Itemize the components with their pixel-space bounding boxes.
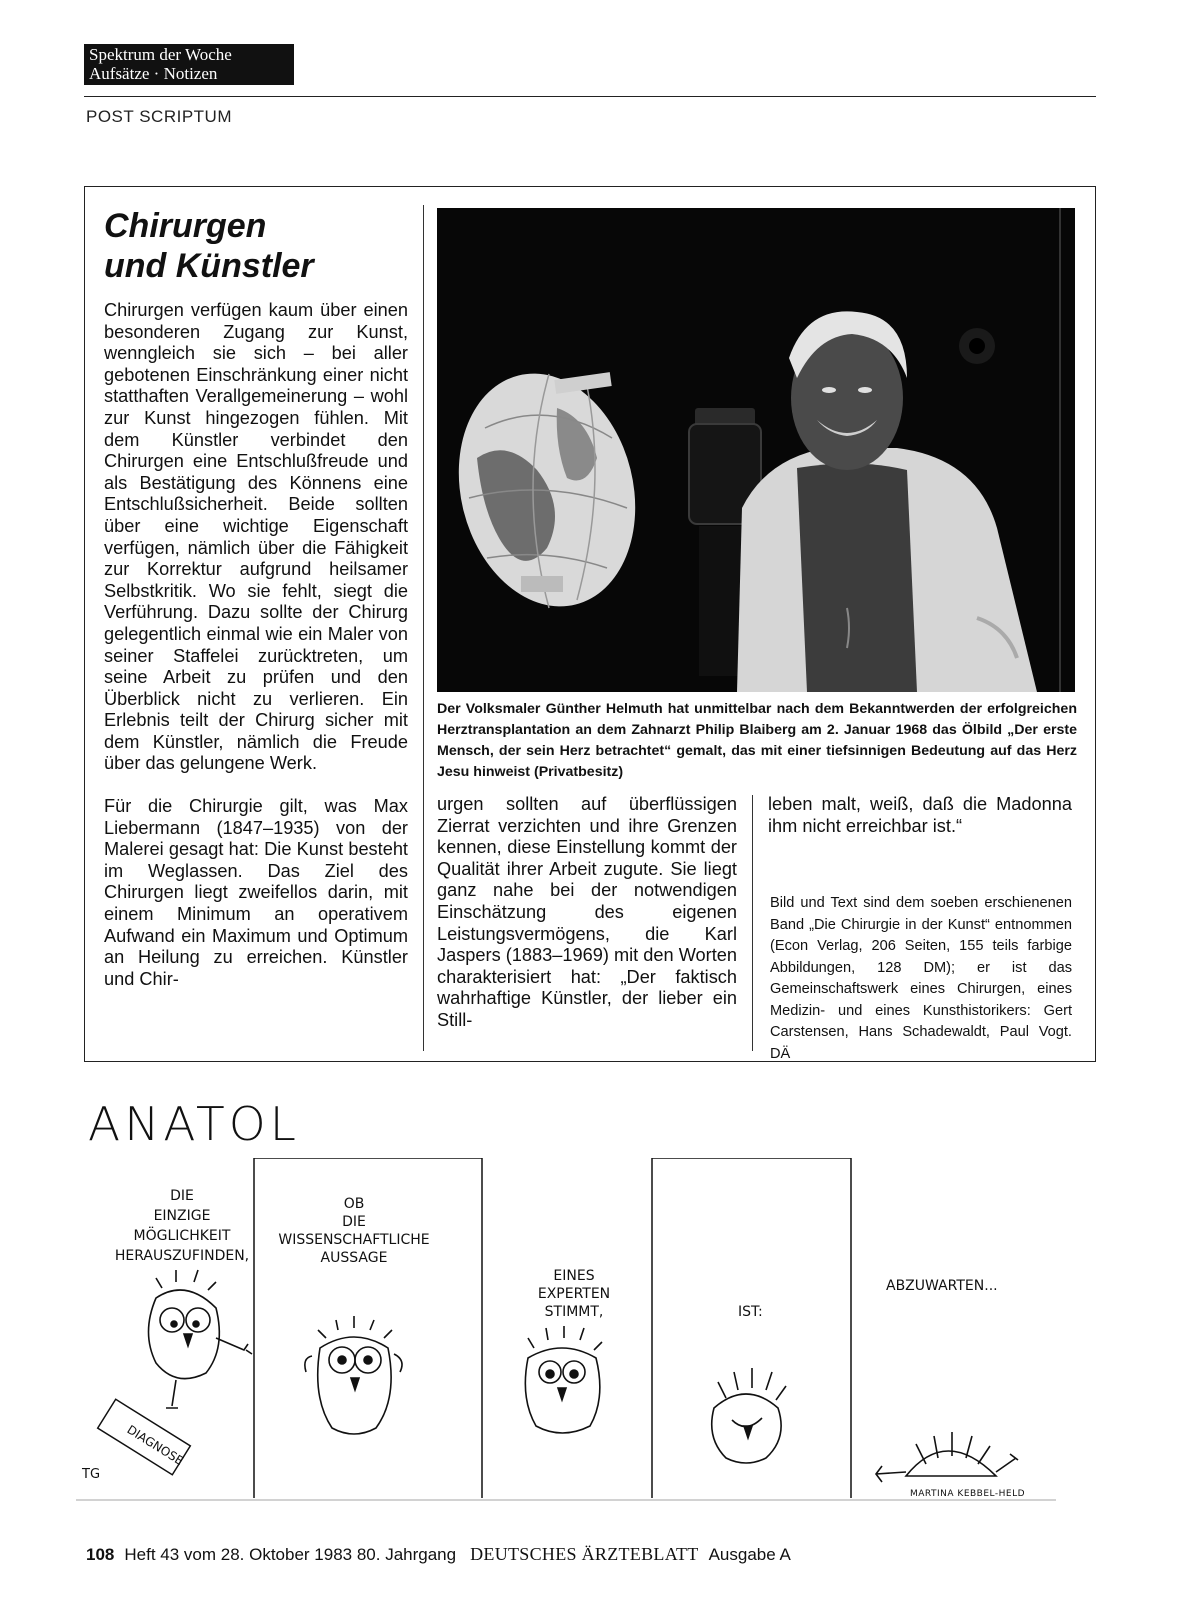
owl-panel-5 (876, 1432, 1018, 1482)
article-title-line2: und Künstler (104, 247, 314, 285)
header-rule (84, 96, 1096, 97)
source-credits: Bild und Text sind dem soeben erschienenen Band „Die Chirurgie in der Kunst“ entnommen (Econ Verlag, 206 Seiten, 155 teils farbige Abbildungen, 128 DM); er ist das Gemeinschaftswerk eines Chirurgen, eines Medizin- und eines Kunsthistorikers: Gert Carstensen, Hans Schadewaldt, Paul Vogt. DÄ (770, 895, 1072, 1062)
painting-photo (437, 208, 1075, 692)
comic-strip (76, 1158, 1076, 1508)
article-paragraph: Für die Chirurgie gilt, was Max Liebermann (1847–1935) von der Malerei gesagt hat: Die Kunst besteht im Weglassen. Das Ziel des Chirurgen liegt zweifellos darin, mit einem Minimum an operativem Aufwand ein Maximum und Optimum an Heilung zu erreichen. Künstler und Chir- (104, 796, 408, 989)
panel-3-text-3: STIMMT, (544, 1304, 604, 1320)
article-column-2 (437, 794, 737, 1053)
owl-panel-3 (525, 1326, 602, 1433)
panel-5-text: ABZUWARTEN... (886, 1278, 998, 1294)
panel-1-text-4: HERAUSZUFINDEN, (114, 1248, 250, 1264)
comic-title (86, 1096, 316, 1152)
panel-3-text-2: EXPERTEN (537, 1286, 611, 1302)
diagnose-label: DIAGNOSE (124, 1422, 186, 1469)
panel-1-text-3: MÖGLICHKEIT (133, 1228, 231, 1244)
painting-image (437, 208, 1075, 692)
panel-3-caption (538, 1268, 610, 1320)
page-number: 108 (86, 1545, 115, 1564)
panel-1-text-1: DIE (170, 1188, 194, 1204)
artist-signature: MARTINA KEBBEL-HELD (910, 1489, 1026, 1499)
panel-2-text-1: OB (343, 1196, 365, 1212)
article-column-1 (104, 300, 408, 1011)
section-tag-line1: Spektrum der Woche (89, 45, 232, 64)
column-divider-2 (752, 795, 753, 1051)
owl-panel-2 (305, 1316, 402, 1434)
panel-2-text-3: WISSENSCHAFTLICHE (278, 1232, 430, 1248)
article-paragraph: Chirurgen verfügen kaum über einen besonderen Zugang zur Kunst, wenngleich sie sich – bei aller gebotenen Einschränkung einer nicht statthaften Verallgemeinerung – wohl zur Kunst hingezogen fühlen. Mit dem Künstler verbindet den Chirurgen eine Entschlußfreude und als Bestätigung des Könnens eine Entschlußsicherheit. Beide sollten über eine wichtige Eigenschaft verfügen, nämlich über die Fähigkeit zur Korrektur aufgrund heilsamer Selbstkritik. Wo sie fehlt, siegt die Verführung. Dazu sollte der Chirurg gelegentlich einmal wie ein Maler von seiner Staffelei zurücktreten, um seine Arbeit zu prüfen und den Überblick nicht zu verlieren. Ein Erlebnis teilt der Chirurg sicher mit dem Künstler, nämlich die Freude über das gelungene Werk. (104, 300, 408, 774)
panel-1-text-2: EINZIGE (153, 1208, 211, 1224)
article-title (104, 206, 414, 286)
section-tag-line2: Aufsätze · Notizen (89, 64, 218, 83)
page-footer (86, 1544, 791, 1565)
column-divider-1 (423, 205, 424, 1051)
cartoon-initials: TG (82, 1467, 101, 1482)
section-tag (84, 44, 294, 85)
panel-2-text-4: AUSSAGE (320, 1250, 388, 1266)
owl-panel-4 (712, 1368, 786, 1463)
edition-label: Ausgabe A (708, 1545, 791, 1564)
diagnose-sign (98, 1399, 191, 1474)
photo-caption: Der Volksmaler Günther Helmuth hat unmittelbar nach dem Bekanntwerden der erfolgreichen Herztransplantation an dem Zahnarzt Philip Blaiberg am 2. Januar 1968 das Ölbild „Der erste Mensch, der sein Herz betrachtet“ gemalt, das mit einer tiefsinnigen Bedeutung auf das Herz Jesu hinweist (Privatbesitz) (437, 701, 1077, 780)
kicker: POST SCRIPTUM (86, 107, 232, 126)
panel-3-text-1: EINES (553, 1268, 595, 1284)
panel-2-caption (278, 1196, 429, 1266)
article-paragraph: urgen sollten auf überflüssigen Zierrat verzichten und ihre Grenzen kennen, diese Einstellung kommt der Qualität ihrer Arbeit zugute. Sie liegt ganz nahe bei der notwendigen Einschätzung des eigenen Leistungsvermögens, die Karl Jaspers (1883–1969) mit den Worten charakterisiert hat: „Der faktisch wahrhaftige Künstler, der lieber ein Still- (437, 794, 737, 1030)
article-paragraph: leben malt, weiß, daß die Madonna ihm nicht erreichbar ist.“ (768, 794, 1072, 836)
article-column-3 (768, 794, 1072, 858)
owl-panel-1 (149, 1270, 253, 1408)
panel-4-text: IST: (738, 1304, 763, 1320)
panel-2-text-2: DIE (342, 1214, 366, 1230)
issue-info: Heft 43 vom 28. Oktober 1983 80. Jahrgang (124, 1545, 457, 1564)
publication-name: DEUTSCHES ÄRZTEBLATT (470, 1544, 699, 1564)
panel-1-caption (115, 1188, 249, 1264)
comic-title-text: ANATOL (88, 1097, 300, 1151)
panel-2-frame (254, 1158, 482, 1498)
article-title-line1: Chirurgen (104, 207, 267, 245)
panel-4-frame (652, 1158, 851, 1498)
